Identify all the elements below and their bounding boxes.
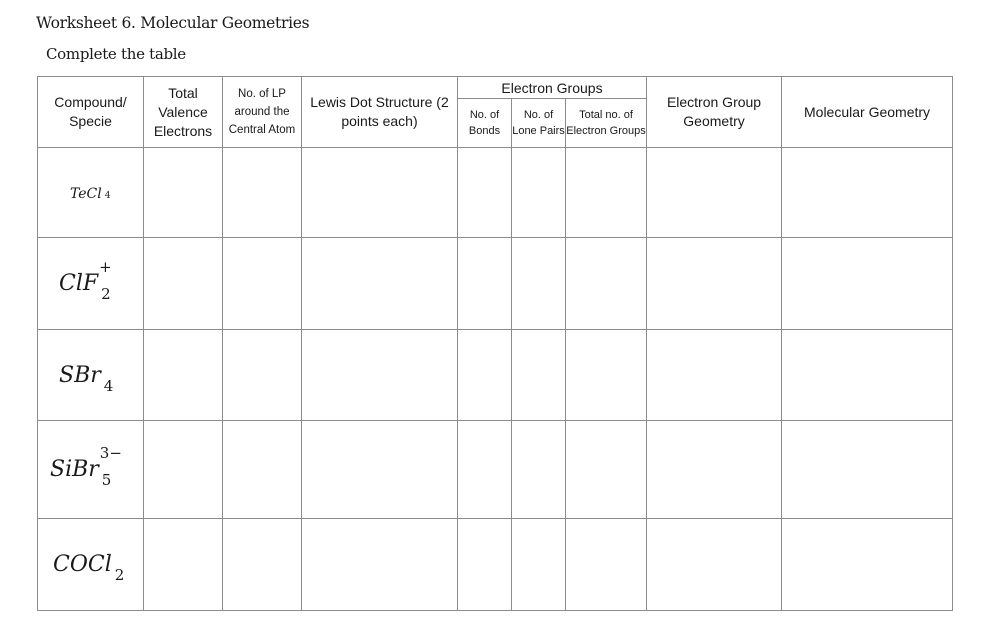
bonds-cell[interactable]: [458, 148, 512, 238]
lone-pairs-central-cell[interactable]: [223, 519, 302, 611]
header-valence-electrons: Total Valence Electrons: [144, 77, 223, 148]
bonds-cell[interactable]: [458, 238, 512, 330]
valence-electrons-cell[interactable]: [144, 238, 223, 330]
formula-scripts: [102, 188, 122, 201]
species-formula: [38, 330, 144, 421]
formula-base: SiBr: [50, 457, 99, 482]
formula-scripts: [101, 372, 121, 395]
lone-pairs-cell[interactable]: [512, 421, 566, 519]
table-row: [38, 238, 953, 330]
header-total-electron-groups: Total no. of Electron Groups: [566, 99, 647, 148]
lewis-structure-cell[interactable]: [302, 148, 458, 238]
lewis-structure-cell[interactable]: [302, 421, 458, 519]
total-groups-cell[interactable]: [566, 330, 647, 421]
header-molecular-geometry: Molecular Geometry: [782, 77, 953, 148]
electron-group-geometry-cell[interactable]: [647, 238, 782, 330]
species-formula: [38, 238, 144, 330]
table-row: [38, 519, 953, 611]
electron-group-geometry-cell[interactable]: [647, 148, 782, 238]
formula-subscript: 2: [114, 566, 125, 584]
table-row: [38, 421, 953, 519]
valence-electrons-cell[interactable]: [144, 148, 223, 238]
formula-base: ClF: [59, 271, 99, 296]
header-row: [38, 77, 953, 99]
formula-subscript: 2: [101, 285, 111, 303]
formula-scripts: [98, 258, 118, 303]
formula-subscript: 4: [103, 376, 114, 395]
header-compound: Compound/ Specie: [38, 77, 144, 148]
lone-pairs-central-cell[interactable]: [223, 238, 302, 330]
valence-electrons-cell[interactable]: [144, 519, 223, 611]
species-formula: [38, 519, 144, 611]
formula-base: COCl: [53, 552, 112, 577]
molecular-geometry-cell[interactable]: [782, 148, 953, 238]
worksheet-instructions: Complete the table: [46, 45, 186, 63]
molecular-geometry-cell[interactable]: [782, 421, 953, 519]
total-groups-cell[interactable]: [566, 238, 647, 330]
formula-base: SBr: [59, 362, 101, 388]
molecular-geometry-cell[interactable]: [782, 330, 953, 421]
bonds-cell[interactable]: [458, 330, 512, 421]
header-bonds: No. of Bonds: [458, 99, 512, 148]
formula-charge: +: [99, 258, 112, 276]
worksheet-title: Worksheet 6. Molecular Geometries: [36, 14, 310, 32]
formula-subscript: 4: [104, 191, 111, 201]
formula-base: TeCl: [70, 186, 102, 202]
total-groups-cell[interactable]: [566, 519, 647, 611]
lone-pairs-central-cell[interactable]: [223, 148, 302, 238]
formula-scripts: [99, 444, 122, 489]
formula-charge: 3−: [99, 444, 122, 462]
formula-subscript: 5: [101, 471, 112, 489]
formula-scripts: [112, 561, 132, 584]
molecular-geometry-table: [37, 76, 953, 611]
bonds-cell[interactable]: [458, 421, 512, 519]
valence-electrons-cell[interactable]: [144, 421, 223, 519]
table-row: [38, 148, 953, 238]
table-row: [38, 330, 953, 421]
species-formula: [38, 148, 144, 238]
species-formula: [38, 421, 144, 519]
lewis-structure-cell[interactable]: [302, 238, 458, 330]
lone-pairs-cell[interactable]: [512, 148, 566, 238]
electron-group-geometry-cell[interactable]: [647, 421, 782, 519]
header-lone-pairs: No. of Lone Pairs: [512, 99, 566, 148]
molecular-geometry-cell[interactable]: [782, 238, 953, 330]
header-electron-group-geometry: Electron Group Geometry: [647, 77, 782, 148]
lone-pairs-central-cell[interactable]: [223, 421, 302, 519]
lewis-structure-cell[interactable]: [302, 519, 458, 611]
header-lone-pairs-central: No. of LP around the Central Atom: [223, 77, 302, 148]
header-lewis-structure: Lewis Dot Structure (2 points each): [302, 77, 458, 148]
molecular-geometry-cell[interactable]: [782, 519, 953, 611]
lone-pairs-cell[interactable]: [512, 238, 566, 330]
electron-group-geometry-cell[interactable]: [647, 519, 782, 611]
total-groups-cell[interactable]: [566, 421, 647, 519]
electron-group-geometry-cell[interactable]: [647, 330, 782, 421]
lone-pairs-cell[interactable]: [512, 330, 566, 421]
lone-pairs-central-cell[interactable]: [223, 330, 302, 421]
lone-pairs-cell[interactable]: [512, 519, 566, 611]
total-groups-cell[interactable]: [566, 148, 647, 238]
header-electron-groups: Electron Groups: [458, 77, 647, 99]
bonds-cell[interactable]: [458, 519, 512, 611]
valence-electrons-cell[interactable]: [144, 330, 223, 421]
lewis-structure-cell[interactable]: [302, 330, 458, 421]
